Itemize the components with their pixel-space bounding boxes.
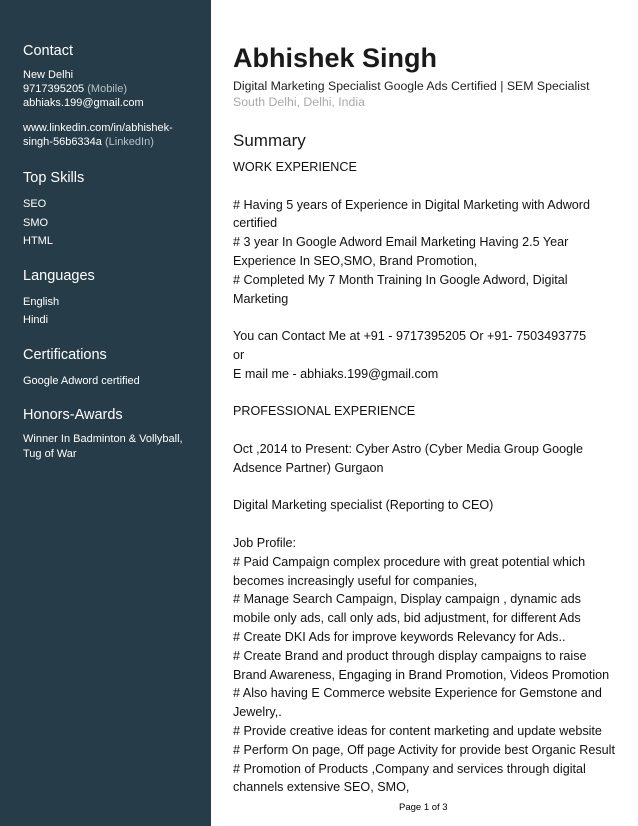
languages-heading: Languages: [23, 267, 95, 284]
summary-line: E mail me - abhiaks.199@gmail.com: [233, 366, 439, 381]
summary-line: Experience In SEO,SMO, Brand Promotion,: [233, 253, 478, 268]
skills-heading: Top Skills: [23, 170, 85, 186]
honor-line: Tug of War: [23, 448, 77, 460]
summary-line: # Paid Campaign complex procedure with great potential which: [233, 554, 586, 569]
summary-line: Brand Awareness, Engaging in Brand Promotion, Videos Promotion: [233, 667, 610, 682]
summary-line: [233, 308, 628, 327]
linkedin-url-line1: www.linkedin.com/in/abhishek-: [23, 122, 173, 134]
linkedin-label: (LinkedIn): [104, 136, 154, 148]
skill-item: HTML: [23, 235, 53, 247]
summary-line: # Create DKI Ads for improve keywords Relevancy for Ads..: [233, 629, 566, 644]
language-item: English: [23, 295, 60, 308]
summary-line: [233, 478, 628, 497]
summary-line: Digital Marketing specialist (Reporting to CEO): [233, 498, 494, 513]
summary-line: becomes increasingly useful for companies,: [233, 573, 478, 588]
summary-line: You can Contact Me at +91 - 9717395205 Or +91- 7503493775: [233, 329, 587, 344]
summary-line: # Manage Search Campaign, Display campaign , dynamic ads: [233, 592, 581, 607]
summary-line: # Perform On page, Off page Activity for provide best Organic Result: [233, 742, 615, 757]
skill-item: SMO: [23, 216, 49, 229]
languages-list: [23, 293, 195, 330]
headline: Digital Marketing Specialist Google Ads Certified | SEM Specialist: [233, 79, 590, 93]
certifications-list: [23, 372, 195, 391]
location: South Delhi, Delhi, India: [233, 95, 365, 109]
page-title: Abhishek Singh: [233, 43, 438, 73]
summary-heading: Summary: [233, 131, 306, 150]
summary-line: # Completed My 7 Month Training In Google Adword, Digital: [233, 272, 568, 287]
contact-phone: [23, 82, 195, 96]
skills-list: [23, 195, 195, 251]
summary-line: mobile only ads, call only ads, bid adjustment, for different Ads: [233, 611, 581, 626]
summary-line: PROFESSIONAL EXPERIENCE: [233, 404, 416, 419]
linkedin-link[interactable]: [23, 121, 195, 149]
sidebar: [0, 0, 211, 826]
summary-line: # 3 year In Google Adword Email Marketing Having 2.5 Year: [233, 235, 569, 250]
summary-line: Job Profile:: [233, 535, 296, 550]
summary-line: # Having 5 years of Experience in Digital Marketing with Adword: [233, 197, 590, 212]
summary-line: Oct ,2014 to Present: Cyber Astro (Cyber Media Group Google: [233, 441, 583, 456]
summary-line: # Promotion of Products ,Company and services through digital: [233, 761, 586, 776]
contact-location: New Delhi: [23, 69, 74, 81]
language-item: Hindi: [23, 314, 49, 326]
summary-body: [233, 158, 628, 797]
summary-line: # Provide creative ideas for content marketing and update website: [233, 723, 602, 738]
contact-email[interactable]: abhiaks.199@gmail.com: [23, 97, 144, 109]
summary-line: # Create Brand and product through display campaigns to raise: [233, 648, 587, 663]
honors-heading: Honors-Awards: [23, 407, 123, 423]
main-content: [233, 40, 628, 797]
summary-line: # Also having E Commerce website Experience for Gemstone and: [233, 686, 602, 701]
honors-list: [23, 432, 195, 462]
summary-line: [233, 515, 628, 534]
honor-line: Winner In Badminton & Vollyball,: [23, 433, 183, 445]
skill-item: SEO: [23, 198, 47, 210]
phone-label: (Mobile): [87, 83, 127, 95]
certifications-heading: Certifications: [23, 346, 107, 363]
linkedin-url-line2: singh-56b6334a: [23, 136, 102, 148]
page-number: Page 1 of 3: [399, 802, 448, 813]
contact-heading: Contact: [23, 43, 73, 59]
summary-line: [233, 421, 628, 440]
summary-line: Adsence Partner) Gurgaon: [233, 460, 384, 475]
summary-line: [233, 177, 628, 196]
summary-line: channels extensive SEO, SMO,: [233, 780, 410, 795]
phone-number: 9717395205: [23, 83, 85, 95]
summary-line: WORK EXPERIENCE: [233, 160, 357, 174]
summary-line: or: [233, 347, 245, 362]
summary-line: [233, 384, 628, 403]
certification-item: Google Adword certified: [23, 374, 140, 387]
summary-line: certified: [233, 216, 278, 231]
summary-line: Jewelry,.: [233, 705, 282, 720]
summary-line: Marketing: [233, 291, 289, 306]
